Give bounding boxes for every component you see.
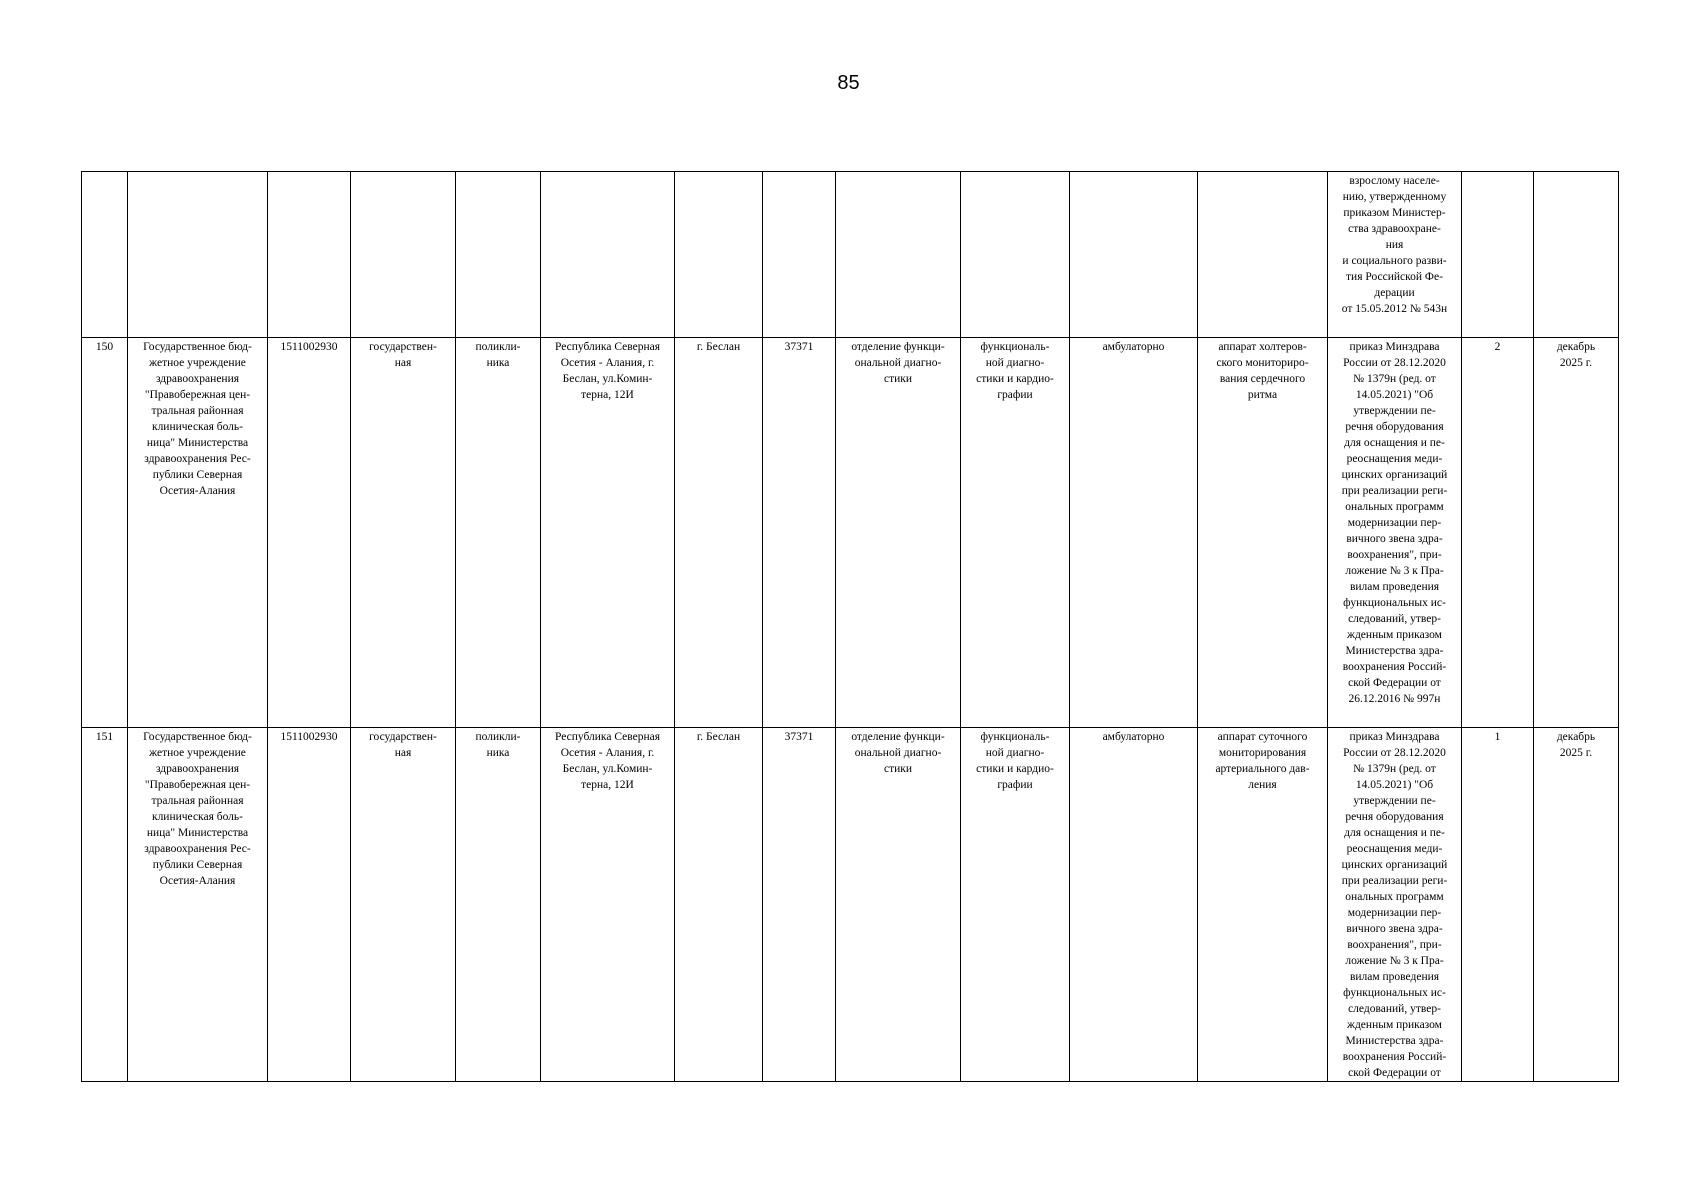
code-cell: 37371	[763, 728, 836, 1082]
facility-type-cell	[456, 172, 541, 338]
care-conditions-cell: амбулаторно	[1070, 338, 1198, 728]
ownership-cell: государствен- ная	[351, 338, 456, 728]
inn-cell: 1511002930	[268, 338, 351, 728]
row-number-cell: 150	[82, 338, 128, 728]
department-cell: отделение функци- ональной диагно- стики	[836, 728, 961, 1082]
ownership-cell	[351, 172, 456, 338]
department-cell	[836, 172, 961, 338]
period-cell	[1534, 172, 1619, 338]
locality-cell: г. Беслан	[675, 728, 763, 1082]
facility-type-cell: поликли- ника	[456, 728, 541, 1082]
locality-cell	[675, 172, 763, 338]
facility-type-cell: поликли- ника	[456, 338, 541, 728]
row-number-cell	[82, 172, 128, 338]
quantity-cell: 1	[1462, 728, 1534, 1082]
period-cell: декабрь 2025 г.	[1534, 338, 1619, 728]
inn-cell: 1511002930	[268, 728, 351, 1082]
quantity-cell	[1462, 172, 1534, 338]
table-row	[82, 728, 1619, 1082]
table-row	[82, 172, 1619, 338]
legal-basis-cell: приказ Минздрава России от 28.12.2020 № 1379н (ред. от 14.05.2021) "Об утверждении пе- речня оборудования для оснащения и пе- реоснащения меди- цинских организаций при реализации реги- ональных программ модернизации пер- вичного звена здра- воохранения", при- ложение № 3 к Пра- вилам проведения функциональных ис- следований, утвер- жденным приказом Министерства здра- воохранения Россий- ской Федерации от	[1328, 728, 1462, 1082]
care-conditions-cell	[1070, 172, 1198, 338]
organization-cell: Государственное бюд- жетное учреждение здравоохранения "Правобережная цен- тральная районная клиническая боль- ница" Министерства здравоохранения Рес- публики Северная Осетия-Алания	[128, 338, 268, 728]
quantity-cell: 2	[1462, 338, 1534, 728]
profile-cell	[961, 172, 1070, 338]
ownership-cell: государствен- ная	[351, 728, 456, 1082]
code-cell	[763, 172, 836, 338]
address-cell	[541, 172, 675, 338]
page-number: 85	[837, 72, 860, 94]
address-cell: Республика Северная Осетия - Алания, г. Беслан, ул.Комин- терна, 12И	[541, 728, 675, 1082]
profile-cell: функциональ- ной диагно- стики и кардио- графии	[961, 728, 1070, 1082]
equipment-cell: аппарат суточного мониторирования артериального дав- ления	[1198, 728, 1328, 1082]
code-cell: 37371	[763, 338, 836, 728]
locality-cell: г. Беслан	[675, 338, 763, 728]
department-cell: отделение функци- ональной диагно- стики	[836, 338, 961, 728]
care-conditions-cell: амбулаторно	[1070, 728, 1198, 1082]
equipment-table	[81, 171, 1619, 1082]
table-row	[82, 338, 1619, 728]
address-cell: Республика Северная Осетия - Алания, г. Беслан, ул.Комин- терна, 12И	[541, 338, 675, 728]
inn-cell	[268, 172, 351, 338]
legal-basis-cell: приказ Минздрава России от 28.12.2020 № 1379н (ред. от 14.05.2021) "Об утверждении пе- речня оборудования для оснащения и пе- реоснащения меди- цинских организаций при реализации реги- ональных программ модернизации пер- вичного звена здра- воохранения", при- ложение № 3 к Пра- вилам проведения функциональных ис- следований, утвер- жденным приказом Министерства здра- воохранения Россий- ской Федерации от 26.12.2016 № 997н	[1328, 338, 1462, 728]
legal-basis-cell: взрослому населе- нию, утвержденному приказом Министер- ства здравоохране- ния и социального разви- тия Российской Фе- дерации от 15.05.2012 № 543н	[1328, 172, 1462, 338]
equipment-cell: аппарат холтеров- ского мониториро- вания сердечного ритма	[1198, 338, 1328, 728]
row-number-cell: 151	[82, 728, 128, 1082]
profile-cell: функциональ- ной диагно- стики и кардио- графии	[961, 338, 1070, 728]
equipment-cell	[1198, 172, 1328, 338]
organization-cell	[128, 172, 268, 338]
period-cell: декабрь 2025 г.	[1534, 728, 1619, 1082]
organization-cell: Государственное бюд- жетное учреждение здравоохранения "Правобережная цен- тральная районная клиническая боль- ница" Министерства здравоохранения Рес- публики Северная Осетия-Алания	[128, 728, 268, 1082]
